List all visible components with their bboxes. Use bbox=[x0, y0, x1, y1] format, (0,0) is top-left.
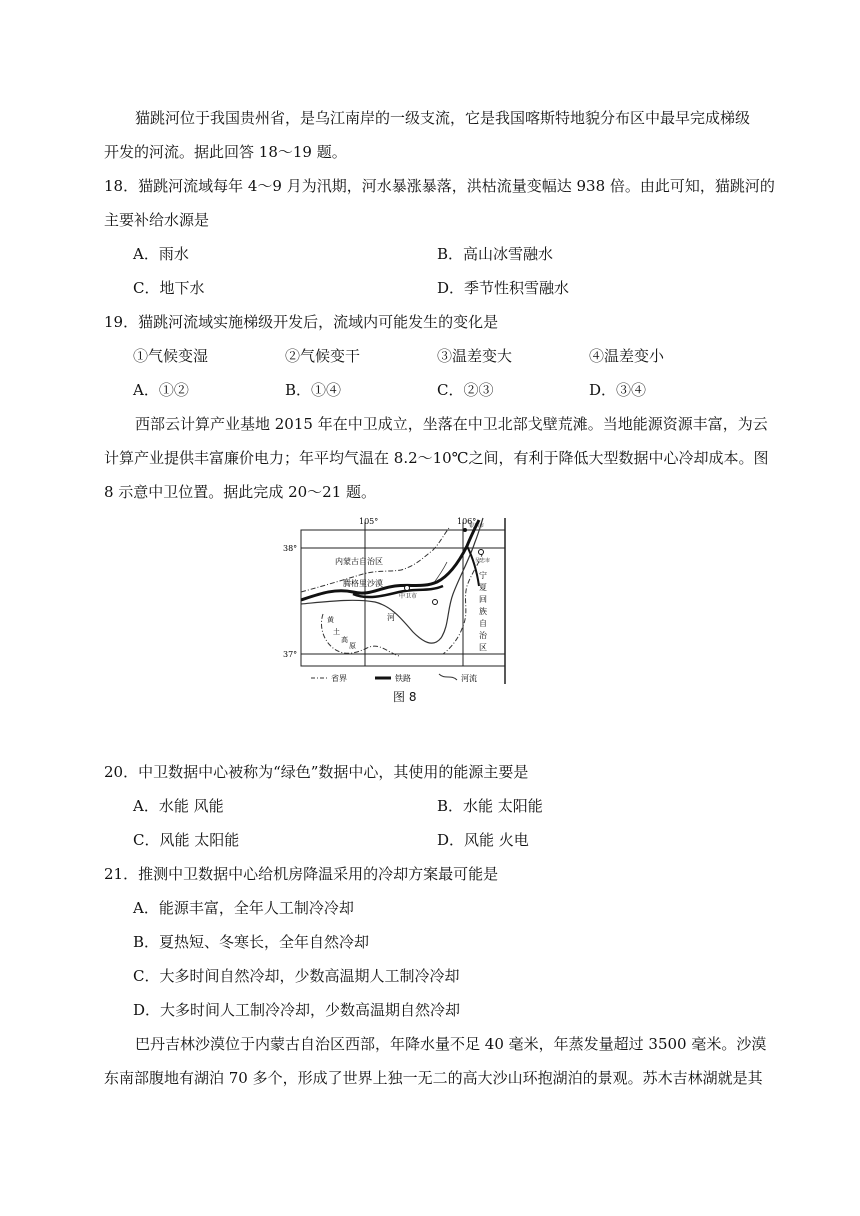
question-18-option-a: A．雨水 bbox=[133, 245, 189, 263]
label-lat-37: 37° bbox=[283, 650, 298, 659]
label-inner-mongolia: 内蒙古自治区 bbox=[335, 557, 383, 566]
question-18-option-c: C．地下水 bbox=[133, 279, 205, 297]
legend-river-label: 河流 bbox=[461, 674, 477, 683]
label-lat-38: 38° bbox=[283, 544, 298, 553]
question-18-option-d: D．季节性积雪融水 bbox=[437, 279, 570, 297]
label-tengger-desert: 腾格里沙漠 bbox=[343, 579, 383, 588]
svg-text:区: 区 bbox=[479, 643, 487, 652]
question-19-statement-3: ③温差变大 bbox=[437, 347, 513, 365]
label-loess-plateau bbox=[327, 615, 356, 650]
svg-text:高: 高 bbox=[341, 636, 348, 644]
question-20-option-b: B．水能 太阳能 bbox=[437, 797, 543, 815]
question-18-stem-line-2: 主要补给水源是 bbox=[104, 211, 210, 229]
question-18-stem-line-1: 18．猫跳河流域每年 4～9 月为汛期，河水暴涨暴落，洪枯流量变幅达 938 倍。由此可知，猫跳河的 bbox=[104, 177, 775, 195]
svg-text:治: 治 bbox=[479, 631, 487, 640]
question-19-stem: 19．猫跳河流域实施梯级开发后，流域内可能发生的变化是 bbox=[104, 313, 499, 331]
question-21-option-c: C．大多时间自然冷却，少数高温期人工制冷冷却 bbox=[133, 967, 460, 985]
passage-1-line-1: 猫跳河位于我国贵州省，是乌江南岸的一级支流，它是我国喀斯特地貌分布区中最早完成梯级 bbox=[135, 109, 751, 127]
question-20-stem: 20．中卫数据中心被称为“绿色”数据中心，其使用的能源主要是 bbox=[104, 763, 529, 781]
passage-3-line-2: 东南部腹地有湖泊 70 多个，形成了世界上独一无二的高大沙山环抱湖泊的景观。苏木吉林湖就是其 bbox=[104, 1069, 763, 1087]
question-21-option-b: B．夏热短、冬寒长，全年自然冷却 bbox=[133, 933, 370, 951]
city-yinchuan-marker bbox=[463, 528, 467, 532]
svg-text:土: 土 bbox=[333, 628, 340, 636]
zhongwei-location-map bbox=[283, 514, 507, 694]
city-wuzhong-marker bbox=[479, 550, 484, 555]
railway-north-south bbox=[467, 546, 479, 586]
question-21-stem: 21．推测中卫数据中心给机房降温采用的冷却方案最可能是 bbox=[104, 865, 499, 883]
label-lon-105: 105° bbox=[359, 517, 379, 526]
railway-main bbox=[301, 520, 479, 600]
question-19-statement-2: ②气候变干 bbox=[285, 347, 361, 365]
question-18-option-b: B．高山冰雪融水 bbox=[437, 245, 554, 263]
question-21-option-d: D．大多时间人工制冷冷却，少数高温期自然冷却 bbox=[133, 1001, 461, 1019]
svg-text:夏: 夏 bbox=[479, 583, 487, 592]
label-ningxia bbox=[479, 570, 488, 652]
svg-text:原: 原 bbox=[349, 642, 356, 650]
label-lon-106: 106° bbox=[457, 517, 477, 526]
label-zhongwei: 中卫市 bbox=[399, 593, 418, 600]
passage-1-line-2: 开发的河流。据此回答 18～19 题。 bbox=[104, 143, 347, 161]
city-marker bbox=[433, 600, 438, 605]
question-19-option-d: D．③④ bbox=[589, 381, 647, 399]
label-wuzhong: 吴忠市 bbox=[475, 558, 491, 564]
label-river: 河 bbox=[387, 613, 395, 622]
question-19-statement-4: ④温差变小 bbox=[589, 347, 665, 365]
figure-caption: 图 8 bbox=[393, 690, 417, 704]
city-zhongwei-marker bbox=[405, 586, 410, 591]
passage-2-line-2: 计算产业提供丰富廉价电力；年平均气温在 8.2～10℃之间，有利于降低大型数据中心冷却成本。图 bbox=[104, 449, 769, 467]
svg-text:黄: 黄 bbox=[327, 616, 334, 624]
svg-text:族: 族 bbox=[479, 607, 487, 616]
question-19-statement-1: ①气候变湿 bbox=[133, 347, 209, 365]
passage-3-line-1: 巴丹吉林沙漠位于内蒙古自治区西部，年降水量不足 40 毫米，年蒸发量超过 3500 毫米。沙漠 bbox=[135, 1035, 767, 1053]
svg-text:宁: 宁 bbox=[479, 571, 487, 580]
label-yinchuan: 银川市 bbox=[469, 523, 485, 529]
legend-border-label: 省界 bbox=[331, 674, 347, 683]
question-20-option-a: A．水能 风能 bbox=[133, 797, 224, 815]
question-19-option-c: C．②③ bbox=[437, 381, 494, 399]
legend-river-symbol bbox=[439, 674, 457, 680]
question-19-option-b: B．①④ bbox=[285, 381, 342, 399]
svg-text:自: 自 bbox=[479, 619, 487, 628]
question-21-option-a: A．能源丰富，全年人工制冷冷却 bbox=[133, 899, 354, 917]
question-20-option-c: C．风能 太阳能 bbox=[133, 831, 240, 849]
svg-text:回: 回 bbox=[479, 595, 487, 604]
passage-2-line-1: 西部云计算产业基地 2015 年在中卫成立，坐落在中卫北部戈壁荒滩。当地能源资源丰富，为云 bbox=[135, 415, 768, 433]
passage-2-line-3: 8 示意中卫位置。据此完成 20～21 题。 bbox=[104, 483, 377, 501]
question-19-option-a: A．①② bbox=[133, 381, 189, 399]
question-20-option-d: D．风能 火电 bbox=[437, 831, 529, 849]
yellow-river bbox=[301, 518, 483, 643]
legend-rail-label: 铁路 bbox=[395, 674, 411, 683]
